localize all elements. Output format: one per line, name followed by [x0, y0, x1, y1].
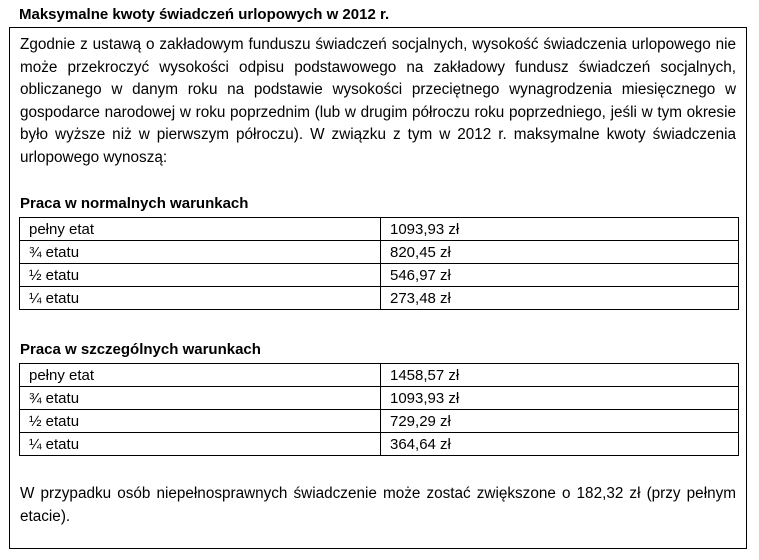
row-label: ¾ etatu: [20, 387, 381, 410]
table-row: [20, 433, 739, 456]
row-label: pełny etat: [20, 218, 381, 241]
table-row: [20, 241, 739, 264]
row-value: 546,97 zł: [381, 264, 739, 287]
special-conditions-heading: Praca w szczególnych warunkach: [20, 341, 261, 358]
row-value: 729,29 zł: [381, 410, 739, 433]
row-label: ½ etatu: [20, 410, 381, 433]
table-row: [20, 264, 739, 287]
footer-paragraph: W przypadku osób niepełnosprawnych świadczenie może zostać zwiększone o 182,32 zł (przy pełnym etacie).: [20, 485, 736, 525]
row-value: 1458,57 zł: [381, 364, 739, 387]
content-box: [9, 27, 747, 549]
row-label: ½ etatu: [20, 264, 381, 287]
table-row: [20, 287, 739, 310]
row-label: ¼ etatu: [20, 287, 381, 310]
row-value: 364,64 zł: [381, 433, 739, 456]
intro-paragraph: Zgodnie z ustawą o zakładowym funduszu świadczeń socjalnych, wysokość świadczenia urlopowego nie może przekroczyć wysokości odpisu podstawowego na zakładowy fundusz świadczeń socjalnych, obliczanego w danym roku na podstawie wysokości przeciętnego wynagrodzenia miesięcznego w gospodarce narodowej w roku poprzednim (lub w drugim półroczu roku poprzedniego, jeśli w tym okresie było wyższe niż w pierwszym półroczu). W związku z tym w 2012 r. maksymalne kwoty świadczenia urlopowego wynoszą:: [20, 36, 736, 166]
table-row: [20, 410, 739, 433]
table-row: [20, 218, 739, 241]
normal-conditions-table: [19, 217, 739, 310]
document-title: Maksymalne kwoty świadczeń urlopowych w 2012 r.: [19, 6, 390, 23]
row-label: pełny etat: [20, 364, 381, 387]
row-value: 1093,93 zł: [381, 218, 739, 241]
row-label: ¾ etatu: [20, 241, 381, 264]
row-value: 820,45 zł: [381, 241, 739, 264]
row-label: ¼ etatu: [20, 433, 381, 456]
table-row: [20, 364, 739, 387]
special-conditions-table: [19, 363, 739, 456]
table-row: [20, 387, 739, 410]
normal-conditions-heading: Praca w normalnych warunkach: [20, 195, 249, 212]
row-value: 273,48 zł: [381, 287, 739, 310]
row-value: 1093,93 zł: [381, 387, 739, 410]
